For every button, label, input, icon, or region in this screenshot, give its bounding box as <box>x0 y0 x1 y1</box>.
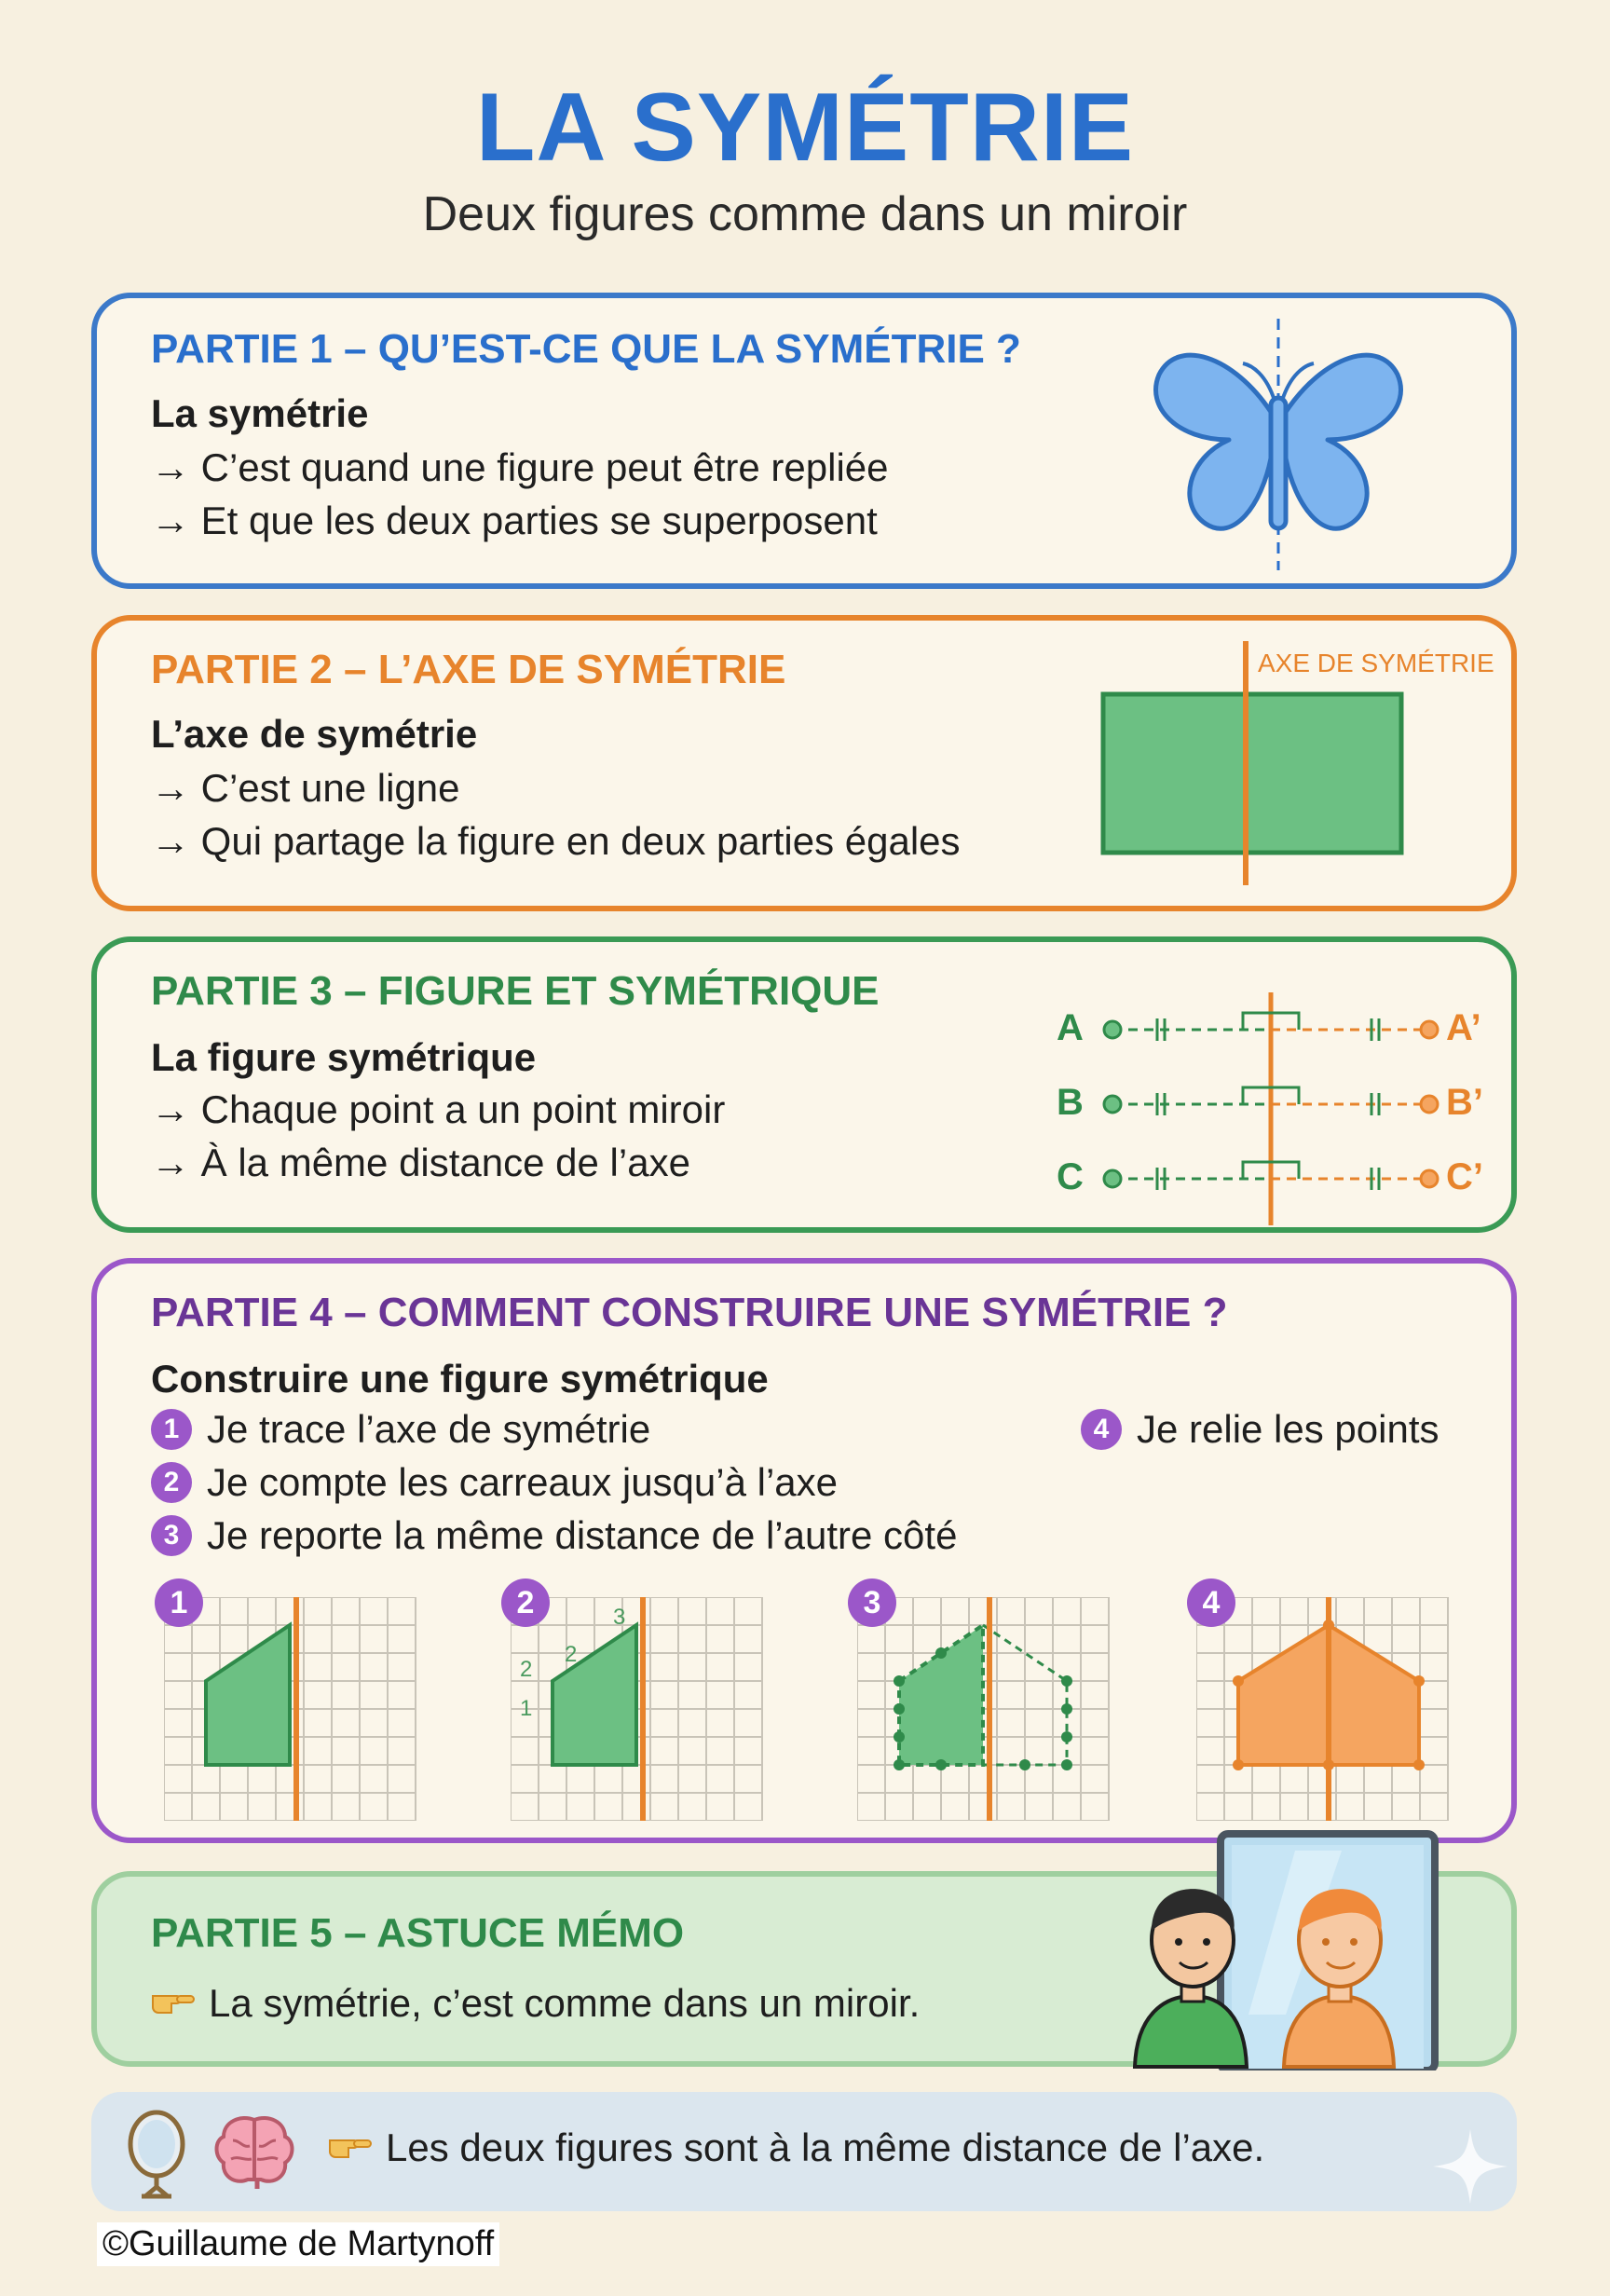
part5-tip-text: La symétrie, c’est comme dans un miroir. <box>209 1981 921 2025</box>
rectangle-axis-illustration <box>1094 641 1411 893</box>
step-2-number: 2 <box>151 1462 192 1503</box>
point-b-prime: B’ <box>1446 1082 1483 1123</box>
grid-step-1 <box>155 1578 434 1811</box>
part5-tip <box>151 1981 920 2026</box>
point-b: B <box>1057 1082 1084 1123</box>
step-3-text: Je reporte la même distance de l’autre côté <box>207 1513 958 1557</box>
card-part-2 <box>91 615 1517 911</box>
part2-heading: PARTIE 2 – L’AXE DE SYMÉTRIE <box>151 647 786 692</box>
point-a: A <box>1057 1007 1084 1048</box>
part4-subheading: Construire une figure symétrique <box>151 1357 769 1401</box>
grid-1-number: 1 <box>155 1578 203 1627</box>
part2-line-1: → C’est une ligne <box>151 766 460 810</box>
pointing-hand-icon <box>151 1981 196 2026</box>
copyright: ©Guillaume de Martynoff <box>97 2222 499 2266</box>
part1-subheading: La symétrie <box>151 391 369 435</box>
grid-step-3 <box>848 1578 1127 1811</box>
brain-icon <box>212 2112 296 2197</box>
mirror-icon <box>123 2107 190 2205</box>
footer-tip <box>328 2125 1264 2170</box>
step-4 <box>1081 1407 1439 1452</box>
part1-line-1: → C’est quand une figure peut être repliée <box>151 445 889 489</box>
footer-tip-text: Les deux figures sont à la même distance de l’axe. <box>386 2125 1265 2169</box>
count-label-3: 3 <box>613 1605 626 1630</box>
step-4-number: 4 <box>1081 1409 1122 1450</box>
footer-box <box>91 2092 1517 2211</box>
step-3 <box>151 1513 957 1558</box>
part3-subheading: La figure symétrique <box>151 1035 537 1079</box>
grid-2-number: 2 <box>501 1578 550 1627</box>
part4-heading: PARTIE 4 – COMMENT CONSTRUIRE UNE SYMÉTRIE ? <box>151 1290 1228 1335</box>
point-a-prime: A’ <box>1446 1007 1481 1048</box>
part3-heading: PARTIE 3 – FIGURE ET SYMÉTRIQUE <box>151 968 880 1014</box>
step-1-text: Je trace l’axe de symétrie <box>207 1407 651 1451</box>
butterfly-icon <box>1140 319 1420 570</box>
step-3-number: 3 <box>151 1515 192 1556</box>
grid-3-number: 3 <box>848 1578 896 1627</box>
grid-4-number: 4 <box>1187 1578 1235 1627</box>
count-label-2a: 2 <box>565 1642 578 1667</box>
step-2-text: Je compte les carreaux jusqu’à l’axe <box>207 1460 839 1504</box>
axis-label: AXE DE SYMÉTRIE <box>1258 649 1494 677</box>
part1-heading: PARTIE 1 – QU’EST-CE QUE LA SYMÉTRIE ? <box>151 326 1021 372</box>
grid-step-4 <box>1187 1578 1467 1811</box>
step-4-text: Je relie les points <box>1137 1407 1439 1451</box>
card-part-4 <box>91 1258 1517 1843</box>
step-1-number: 1 <box>151 1409 192 1450</box>
step-1 <box>151 1407 650 1452</box>
part3-line-1: → Chaque point a un point miroir <box>151 1087 726 1131</box>
page-subtitle: Deux figures comme dans un miroir <box>422 187 1188 241</box>
part2-line-2: → Qui partage la figure en deux parties égales <box>151 819 961 863</box>
point-c: C <box>1057 1156 1084 1197</box>
point-c-prime: C’ <box>1446 1156 1483 1197</box>
grid-step-2 <box>501 1578 781 1811</box>
count-label-1: 1 <box>520 1696 533 1721</box>
card-part-3 <box>91 936 1517 1233</box>
part1-line-2: → Et que les deux parties se superposent <box>151 499 878 542</box>
pointing-hand-icon <box>328 2125 373 2170</box>
count-label-2b: 2 <box>520 1657 533 1682</box>
sparkle-icon <box>1433 2129 1508 2208</box>
part2-subheading: L’axe de symétrie <box>151 712 478 756</box>
card-part-1 <box>91 293 1517 589</box>
part5-heading: PARTIE 5 – ASTUCE MÉMO <box>151 1910 685 1956</box>
mirror-points-diagram <box>1057 992 1485 1225</box>
step-2 <box>151 1460 838 1505</box>
part3-line-2: → À la même distance de l’axe <box>151 1141 690 1184</box>
page-title: LA SYMÉTRIE <box>475 74 1135 182</box>
mirror-children-illustration <box>1127 1828 1481 2070</box>
